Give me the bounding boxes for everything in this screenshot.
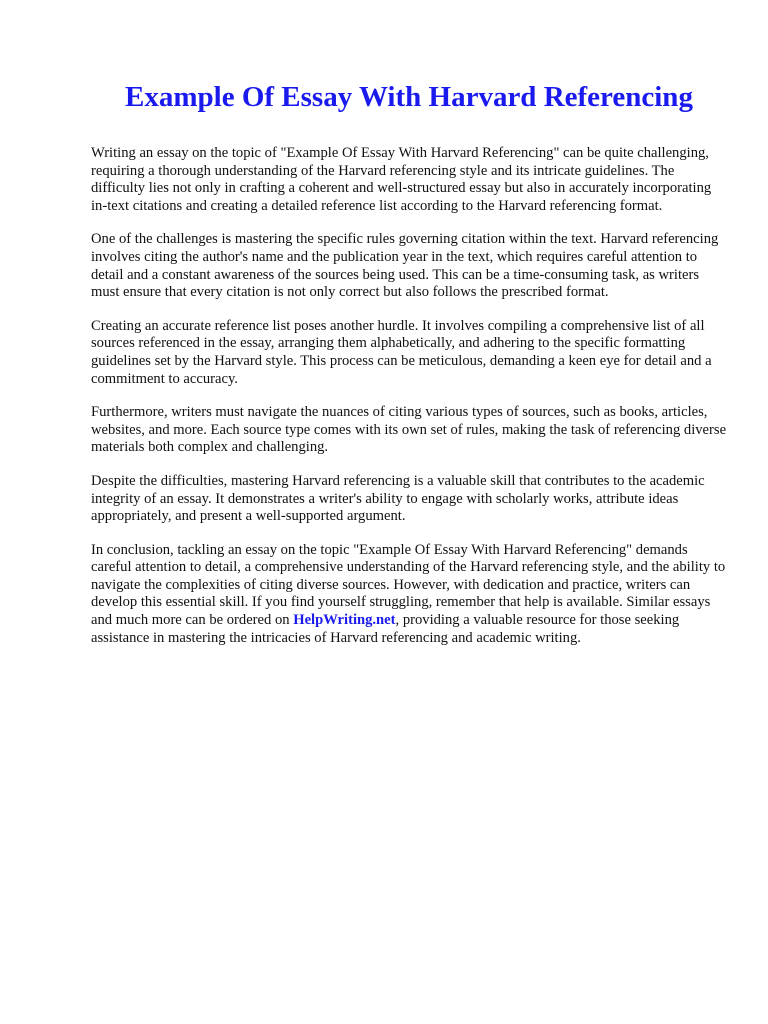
conclusion-text-before-link: In conclusion, tackling an essay on the topic "Example Of Essay With Harvard Referencing" demands careful attention to detail, a comprehensive understanding of the Harvard referencing style, and the ability to navigate the complexities of citing diverse sources. However, with dedication and practice, writers can develop this essential skill. If you find yourself struggling, remember that help is available. Similar essays and much more can be ordered on bbox=[91, 541, 726, 629]
paragraph-3: Creating an accurate reference list poses another hurdle. It involves compiling a comprehensive list of all sources referenced in the essay, arranging them alphabetically, and adhering to the specific formatting guidelines set by the Harvard style. This process can be meticulous, demanding a keen eye for detail and a commitment to accuracy. bbox=[91, 317, 712, 387]
helpwriting-link[interactable]: HelpWriting.net bbox=[293, 612, 396, 629]
paragraph-1: Writing an essay on the topic of "Example Of Essay With Harvard Referencing" can be quite challenging, requiring a thorough understanding of the Harvard referencing style and its intricate guidelines. The difficulty lies not only in crafting a coherent and well-structured essay but also in accurately incorporating in-text citations and creating a detailed reference list according to the Harvard referencing format. bbox=[91, 145, 712, 214]
paragraph-2: One of the challenges is mastering the specific rules governing citation within the text. Harvard referencing involves citing the author's name and the publication year in the text, which requires careful attention to detail and a constant awareness of the sources being used. This can be a time-consuming task, as writers must ensure that every citation is not only correct but also follows the prescribed format. bbox=[91, 231, 719, 301]
paragraph-4: Furthermore, writers must navigate the nuances of citing various types of sources, such as books, articles, websites, and more. Each source type comes with its own set of rules, making the task of referencing diverse materials both complex and challenging. bbox=[91, 404, 727, 456]
paragraph-5: Despite the difficulties, mastering Harvard referencing is a valuable skill that contributes to the academic integrity of an essay. It demonstrates a writer's ability to engage with scholarly works, attribute ideas appropriately, and present a well-supported argument. bbox=[91, 472, 705, 525]
page-title: Example Of Essay With Harvard Referencing bbox=[125, 81, 693, 113]
conclusion-text-after-link: , providing a valuable resource for those seeking assistance in mastering the intricacies of Harvard referencing and academic writing. bbox=[91, 612, 680, 646]
essay-body bbox=[91, 145, 727, 663]
paragraph-conclusion bbox=[91, 542, 727, 648]
